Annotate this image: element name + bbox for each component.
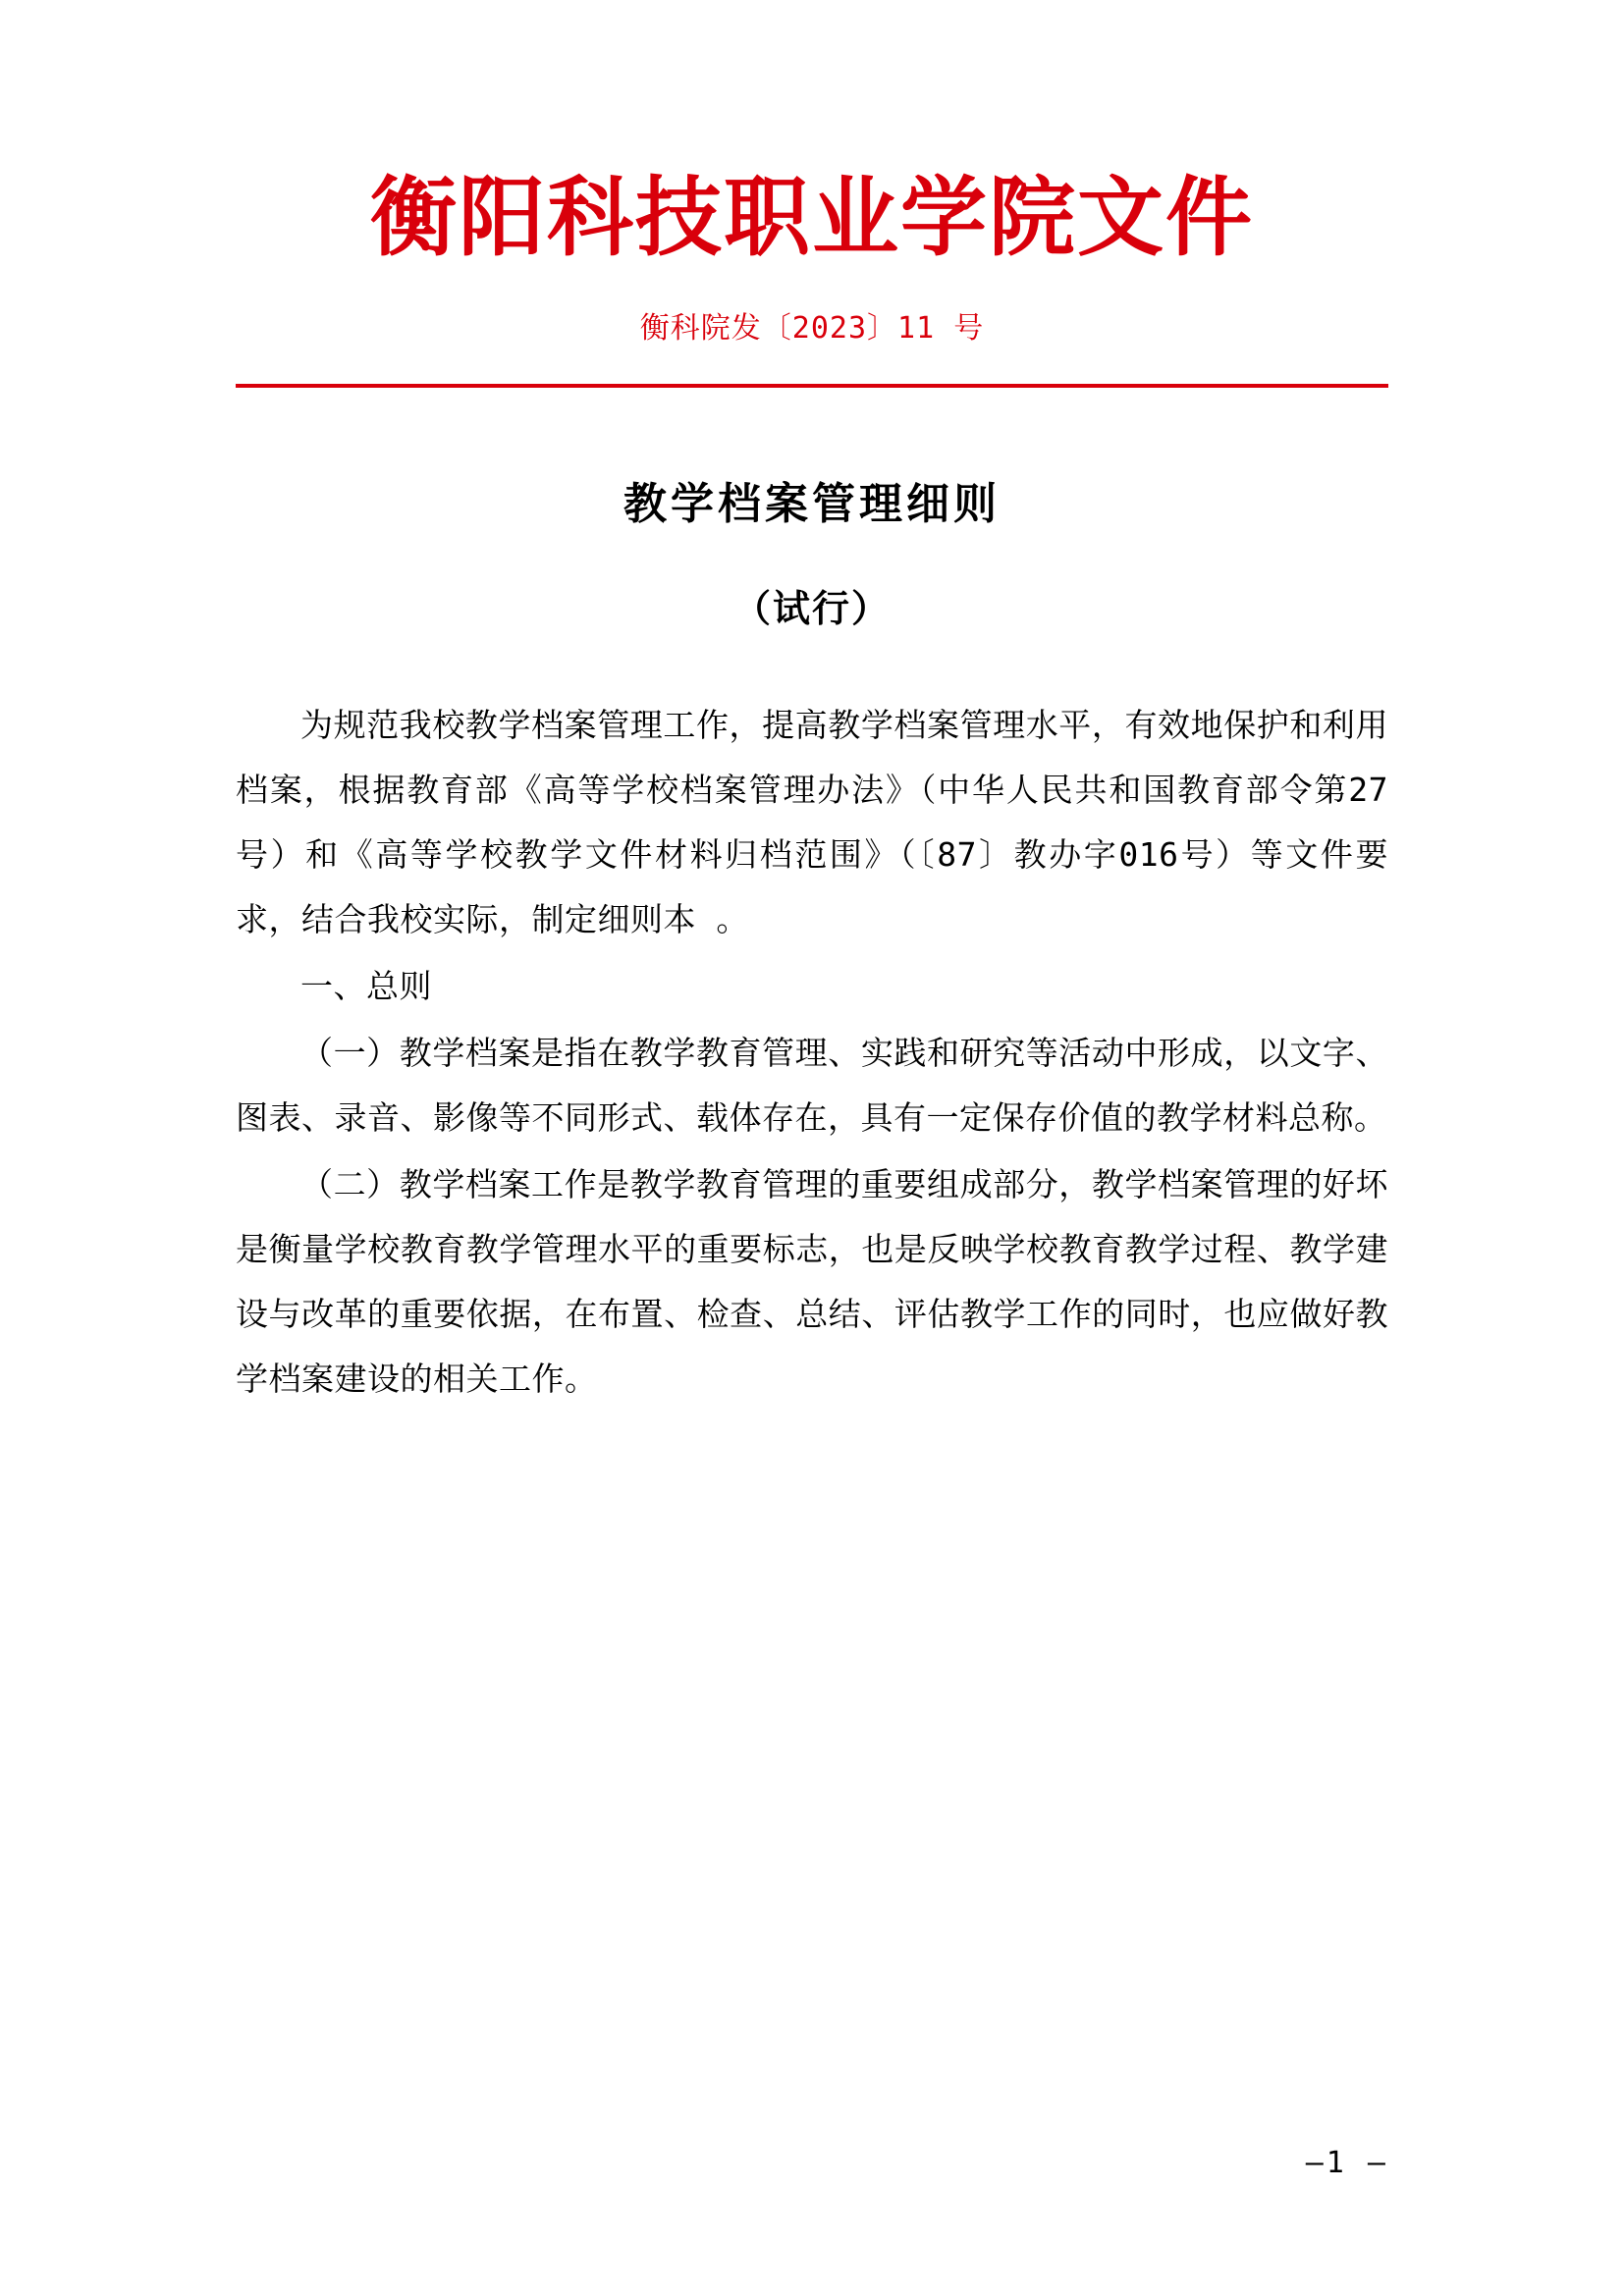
page-number-footer: —1 — xyxy=(1305,2146,1388,2180)
document-title-block xyxy=(236,468,1388,632)
issuing-organization-title: 衡阳科技职业学院文件 xyxy=(369,166,1254,268)
body-paragraph: （一）教学档案是指在教学教育管理、实践和研究等活动中形成，以文字、图表、录音、影像等不同形式、载体存在，具有一定保存价值的教学材料总称。 xyxy=(236,1034,1388,1138)
red-divider-rule xyxy=(236,384,1388,388)
document-body xyxy=(236,693,1388,1412)
section-heading-general-rules: 一、总则 xyxy=(300,967,432,1006)
document-subtitle: （试行） xyxy=(732,586,891,631)
document-masthead xyxy=(236,0,1388,388)
body-paragraph: 为规范我校教学档案管理工作，提高教学档案管理水平，有效地保护和利用档案，根据教育部《高等学校档案管理办法》（中华人民共和国教育部令第27号）和《高等学校教学文件材料归档范围》（〔87〕教办字016号）等文件要求，结合我校实际，制定细则本 。 xyxy=(236,706,1388,939)
document-number: 衡科院发〔2023〕11 号 xyxy=(639,311,985,347)
document-title: 教学档案管理细则 xyxy=(623,479,1001,530)
body-paragraph: （二）教学档案工作是教学教育管理的重要组成部分，教学档案管理的好坏是衡量学校教育教学管理水平的重要标志，也是反映学校教育教学过程、教学建设与改革的重要依据，在布置、检查、总结、评估教学工作的同时，也应做好教学档案建设的相关工作。 xyxy=(236,1165,1388,1399)
